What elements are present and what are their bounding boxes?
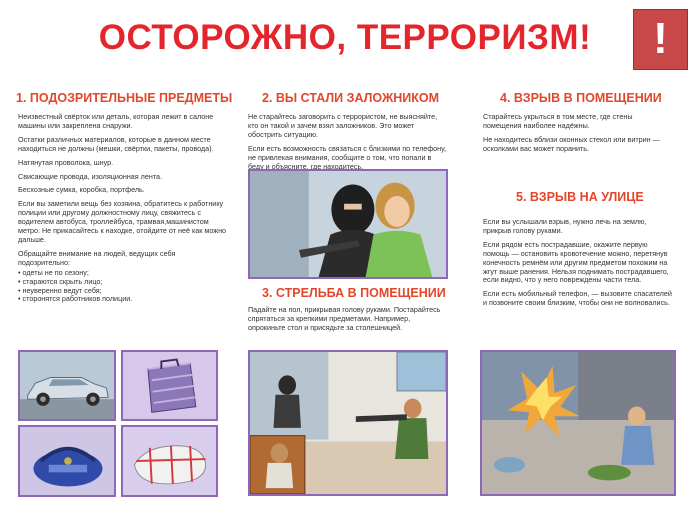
s4-paragraph: Не находитесь вблизи оконных стекол или витрин — осколками вас может поранить. bbox=[483, 134, 660, 153]
s1-paragraph: Бесхозные сумка, коробка, портфель. bbox=[18, 185, 145, 195]
package-illustration bbox=[121, 425, 218, 497]
s1-paragraph: Обращайте внимание на людей, ведущих себя подозрительно: bbox=[18, 248, 176, 267]
section-5-text bbox=[483, 218, 673, 313]
section-4-heading: 4. ВЗРЫВ В ПОМЕЩЕНИИ bbox=[500, 91, 662, 105]
hostage-illustration bbox=[248, 169, 448, 279]
car-illustration bbox=[18, 350, 116, 421]
s3-paragraph: Падайте на пол, прикрывая голову руками. Постарайтесь спрятаться за крепкими предметами. Например, опрокиньте стол и присядьте за столешницей. bbox=[248, 305, 441, 332]
poster-title: ОСТОРОЖНО, ТЕРРОРИЗМ! bbox=[98, 18, 592, 57]
s1-bullet: • одеты не по сезону; bbox=[18, 269, 228, 278]
section-1-text bbox=[18, 113, 228, 304]
shooting-illustration bbox=[248, 350, 448, 496]
s1-paragraph: Остатки различных материалов, которые в данном месте находиться не должны (мешки, свёртки, пакеты, провода). bbox=[18, 134, 214, 153]
s1-paragraph: Неизвестный свёрток или деталь, которая лежит в салоне машины или закреплена снаружи. bbox=[18, 112, 214, 130]
explosion-illustration bbox=[480, 350, 676, 496]
s1-bullet: • неуверенно ведут себя; bbox=[18, 287, 228, 296]
suitcase-illustration bbox=[121, 350, 218, 421]
s1-paragraph: Свисающие провода, изоляционная лента. bbox=[18, 171, 163, 181]
s4-paragraph: Старайтесь укрыться в том месте, где стены помещения наиболее надёжны. bbox=[483, 112, 633, 130]
section-1-heading: 1. ПОДОЗРИТЕЛЬНЫЕ ПРЕДМЕТЫ bbox=[16, 91, 233, 105]
s2-paragraph: Если есть возможность связаться с близкими по телефону, не привлекая внимания, сообщите о том, что попали в беду и объясните, где находитесь. bbox=[248, 143, 447, 171]
s5-paragraph: Если вы услышали взрыв, нужно лечь на землю, прикрыв голову руками. bbox=[483, 217, 647, 235]
s5-paragraph: Если рядом есть пострадавшие, окажите первую помощь — остановить кровотечение можно, перетянув конечность ремнём или другим предметом похожим на жгут выше ранения. Нельзя поднимать пострадавшего, если видно, что у него повреждены части тела. bbox=[483, 239, 669, 285]
section-5-heading: 5. ВЗРЫВ НА УЛИЦЕ bbox=[516, 190, 644, 204]
s2-paragraph: Не старайтесь заговорить с террористом, не выясняйте, кто он такой и зачем взял заложников. Это может обострить ситуацию. bbox=[248, 112, 438, 139]
section-2-heading: 2. ВЫ СТАЛИ ЗАЛОЖНИКОМ bbox=[262, 91, 440, 105]
section-4-text bbox=[483, 113, 673, 159]
s1-paragraph: Если вы заметили вещь без хозяина, обратитесь к работнику полиции или другому должностному лицу, свяжитесь с водителем автобуса, троллейбуса, трамвая,машинистом метро. Не прикасайтесь к находке, отойдите от неё как можно дальше. bbox=[18, 199, 227, 244]
section-2-text bbox=[248, 113, 448, 176]
s1-bullet: • стараются скрыть лицо; bbox=[18, 278, 228, 287]
s5-paragraph: Если есть мобильный телефон, — вызовите спасателей и позвоните своим близким, чтобы они не волновались. bbox=[483, 289, 672, 308]
s1-bullet-list bbox=[18, 269, 228, 305]
bag-illustration bbox=[18, 425, 116, 497]
exclamation-icon: ! bbox=[633, 9, 688, 70]
s1-paragraph: Натянутая проволока, шнур. bbox=[18, 157, 114, 167]
section-3-heading: 3. СТРЕЛЬБА В ПОМЕЩЕНИИ bbox=[262, 286, 446, 300]
s1-bullet: • сторонятся работников полиции. bbox=[18, 295, 228, 304]
section-3-text bbox=[248, 306, 448, 338]
